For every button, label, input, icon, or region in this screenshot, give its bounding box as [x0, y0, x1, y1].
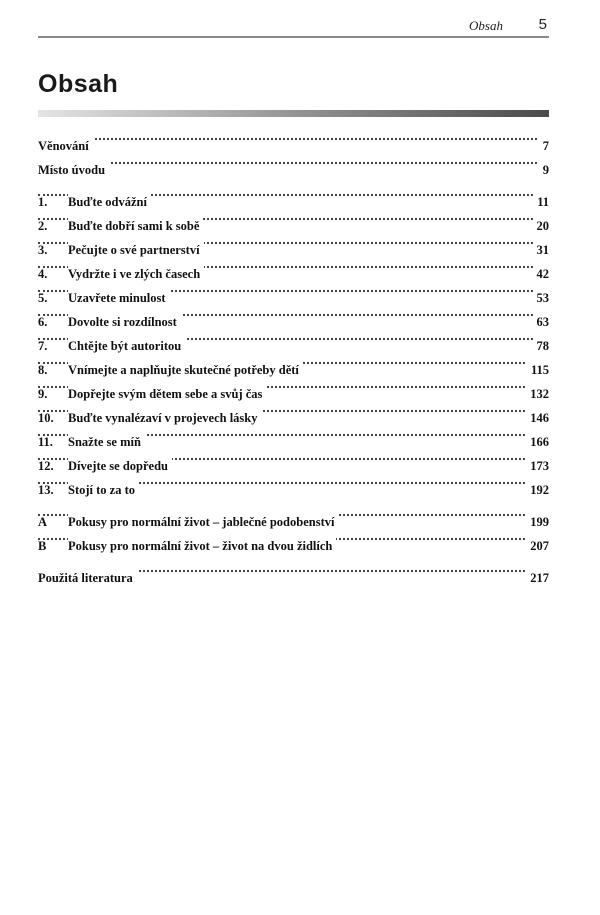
toc-entry	[38, 138, 549, 154]
toc-entry-number: 1.	[38, 195, 48, 209]
toc-entry-number: 11.	[38, 435, 53, 449]
toc-entry-label: Buďte vynalézaví v projevech lásky	[68, 410, 261, 426]
toc-entry-page: 173	[526, 458, 549, 474]
toc-entry-page: 115	[527, 362, 549, 378]
toc-entry-page: 20	[533, 218, 550, 234]
toc-entry-label: Uzavřete minulost	[68, 290, 170, 306]
toc-entry-label: Chtějte být autoritou	[68, 338, 185, 354]
toc-entry-page: 217	[526, 570, 549, 586]
toc-entry-label: Dívejte se dopředu	[68, 458, 172, 474]
toc-entry	[38, 514, 549, 530]
toc-entry-number: 6.	[38, 315, 48, 329]
toc-entry-number: 12.	[38, 459, 54, 473]
toc-entry-page: 199	[526, 514, 549, 530]
toc-entry-number: 2.	[38, 219, 48, 233]
toc-entry	[38, 242, 549, 258]
header-rule	[38, 36, 549, 38]
toc-entry-label: Dovolte si rozdílnost	[68, 314, 181, 330]
toc-entry-number: 5.	[38, 291, 48, 305]
toc-entry	[38, 538, 549, 554]
title-gradient-bar	[38, 110, 549, 117]
toc-entry	[38, 266, 549, 282]
toc-entry-page: 207	[526, 538, 549, 554]
toc-entry-number: 3.	[38, 243, 48, 257]
toc-entry-number: B	[38, 539, 47, 553]
toc-entry-label: Pečujte o své partnerství	[68, 242, 204, 258]
running-title: Obsah	[469, 18, 503, 33]
toc-entry-page: 9	[539, 162, 549, 178]
toc-entry	[38, 434, 549, 450]
toc-entry-number: 8.	[38, 363, 48, 377]
toc-entry	[38, 314, 549, 330]
toc-entry-page: 132	[526, 386, 549, 402]
toc-entry	[38, 458, 549, 474]
toc-entry-number: 4.	[38, 267, 48, 281]
toc-entry-label: Vydržte i ve zlých časech	[68, 266, 204, 282]
toc-entry	[38, 218, 549, 234]
toc-entry-page: 146	[526, 410, 549, 426]
dot-leader	[38, 162, 549, 164]
toc-entry-page: 11	[533, 194, 549, 210]
toc-entry-page: 53	[533, 290, 550, 306]
toc-entry-label: Pokusy pro normální život – život na dvou židlích	[68, 538, 336, 554]
page-number: 5	[538, 16, 547, 33]
toc-entry	[38, 570, 549, 586]
toc-entry	[38, 290, 549, 306]
toc-entry-number: 13.	[38, 483, 54, 497]
toc-entry-page: 7	[539, 138, 549, 154]
running-header	[38, 16, 549, 38]
toc-entry-number: 9.	[38, 387, 48, 401]
toc-entry	[38, 410, 549, 426]
toc-entry-label: Vnímejte a naplňujte skutečné potřeby dětí	[68, 362, 303, 378]
dot-leader	[38, 138, 549, 140]
toc-entry-page: 192	[526, 482, 549, 498]
toc-entry-number: 10.	[38, 411, 54, 425]
toc-entry-page: 166	[526, 434, 549, 450]
toc-entry-page: 42	[533, 266, 550, 282]
toc-entry-label: Dopřejte svým dětem sebe a svůj čas	[68, 386, 266, 402]
toc-entry	[38, 338, 549, 354]
toc-entry-label: Pokusy pro normální život – jablečné podobenství	[68, 514, 338, 530]
toc-entry-label: Snažte se míň	[68, 434, 145, 450]
toc-entry-label: Použitá literatura	[38, 570, 137, 586]
toc-entry-page: 78	[533, 338, 550, 354]
page-title: Obsah	[38, 70, 119, 98]
toc-entry-label: Věnování	[38, 138, 93, 154]
toc-entry-label: Buďte odvážní	[68, 194, 151, 210]
toc-entry	[38, 194, 549, 210]
toc-entry-page: 63	[533, 314, 550, 330]
toc-entry	[38, 362, 549, 378]
toc-entry-number: A	[38, 515, 48, 529]
toc-entry-page: 31	[533, 242, 550, 258]
toc-entry-label: Místo úvodu	[38, 162, 109, 178]
toc-entry	[38, 482, 549, 498]
toc-entry-label: Stojí to za to	[68, 482, 139, 498]
toc-entry	[38, 386, 549, 402]
toc-entry-number: 7.	[38, 339, 48, 353]
toc-entry-label: Buďte dobří sami k sobě	[68, 218, 203, 234]
toc-entry	[38, 162, 549, 178]
